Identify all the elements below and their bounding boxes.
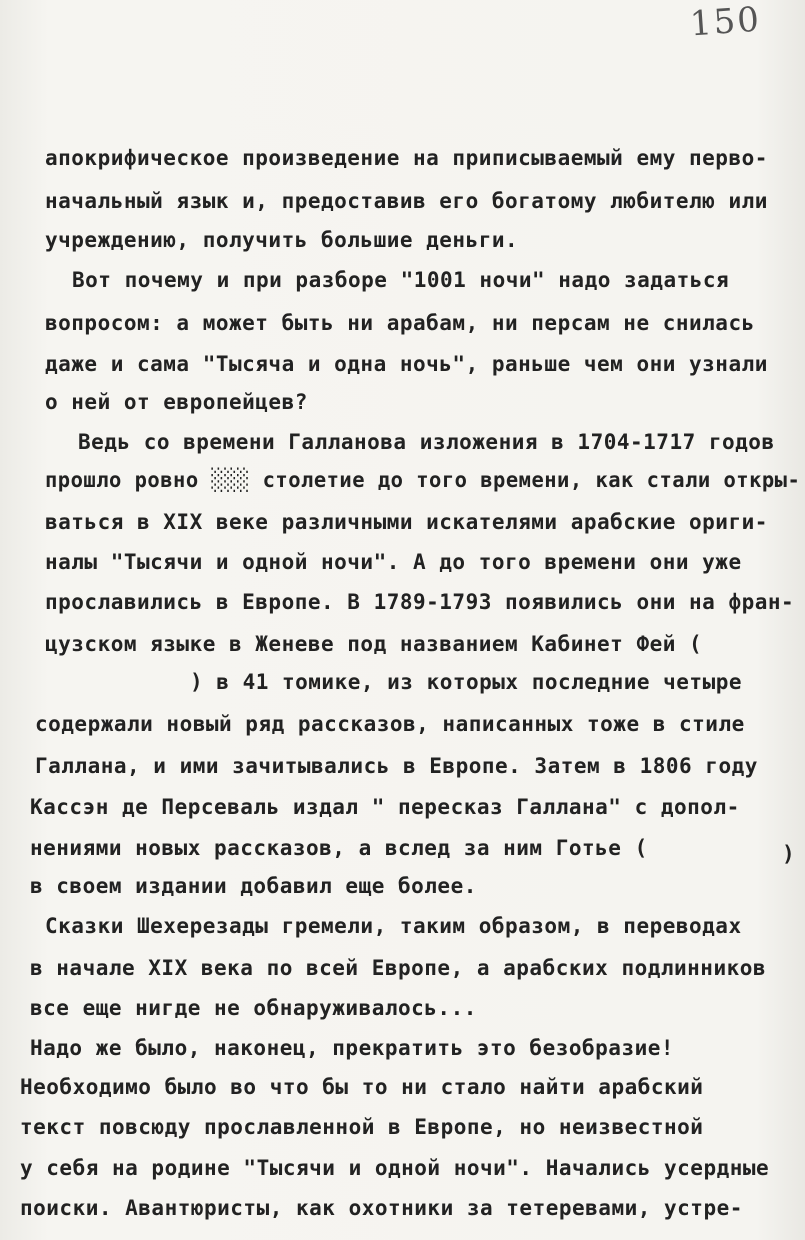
text-line: Вот почему и при разборе "1001 ночи" надо задаться [72, 268, 730, 292]
text-line: Ведь со времени Галланова изложения в 1704-1717 годов [78, 430, 775, 454]
text-line: ) в 41 томике, из которых последние четыре [190, 670, 743, 694]
text-line: ) [782, 842, 796, 866]
text-line: налы "Тысячи и одной ночи". А до того времени они уже [45, 550, 742, 574]
text-line: апокрифическое произведение на приписываемый ему перво- [45, 146, 768, 170]
text-line: даже и сама "Тысяча и одна ночь", раньше чем они узнали [45, 352, 768, 376]
text-line: Кассэн де Персеваль издал " пересказ Галлана" с допол- [30, 795, 740, 819]
text-line: у себя на родине "Тысячи и одной ночи". Начались усердные [20, 1156, 770, 1180]
text-line: поиски. Авантюристы, как охотники за тетеревами, устре- [20, 1196, 743, 1220]
text-line: прошло ровно ░░░ столетие до того времени, как стали откры- [45, 468, 801, 492]
text-line: текст повсюду прославленной в Европе, но неизвестной [20, 1115, 704, 1139]
text-line: учреждению, получить большие деньги. [45, 228, 519, 252]
text-line: Надо же было, наконец, прекратить это безобразие! [30, 1036, 675, 1060]
text-line: в начале XIX века по всей Европе, а арабских подлинников [30, 956, 767, 980]
text-line: нениями новых рассказов, а вслед за ним Готье ( [30, 836, 648, 860]
text-line: вопросом: а может быть ни арабам, ни персам не снилась [45, 311, 755, 335]
text-line: Галлана, и ими зачитывались в Европе. Затем в 1806 году [35, 754, 758, 778]
text-line: начальный язык и, предоставив его богатому любителю или [45, 189, 768, 213]
text-line: содержали новый ряд рассказов, написанных тоже в стиле [35, 712, 745, 736]
page-number: 150 [688, 0, 763, 45]
text-line: ваться в XIX веке различными искателями арабские ориги- [45, 510, 768, 534]
text-line: цузском языке в Женеве под названием Кабинет Фей ( [45, 632, 703, 656]
text-line: в своем издании добавил еще более. [30, 874, 477, 898]
text-line: все еще нигде не обнаруживалось... [30, 996, 477, 1020]
text-line: о ней от европейцев? [45, 390, 308, 414]
text-line: Сказки Шехерезады гремели, таким образом, в переводах [45, 914, 742, 938]
text-line: Необходимо было во что бы то ни стало найти арабский [20, 1075, 704, 1099]
text-line: прославились в Европе. В 1789-1793 появились они на фран- [45, 590, 795, 614]
